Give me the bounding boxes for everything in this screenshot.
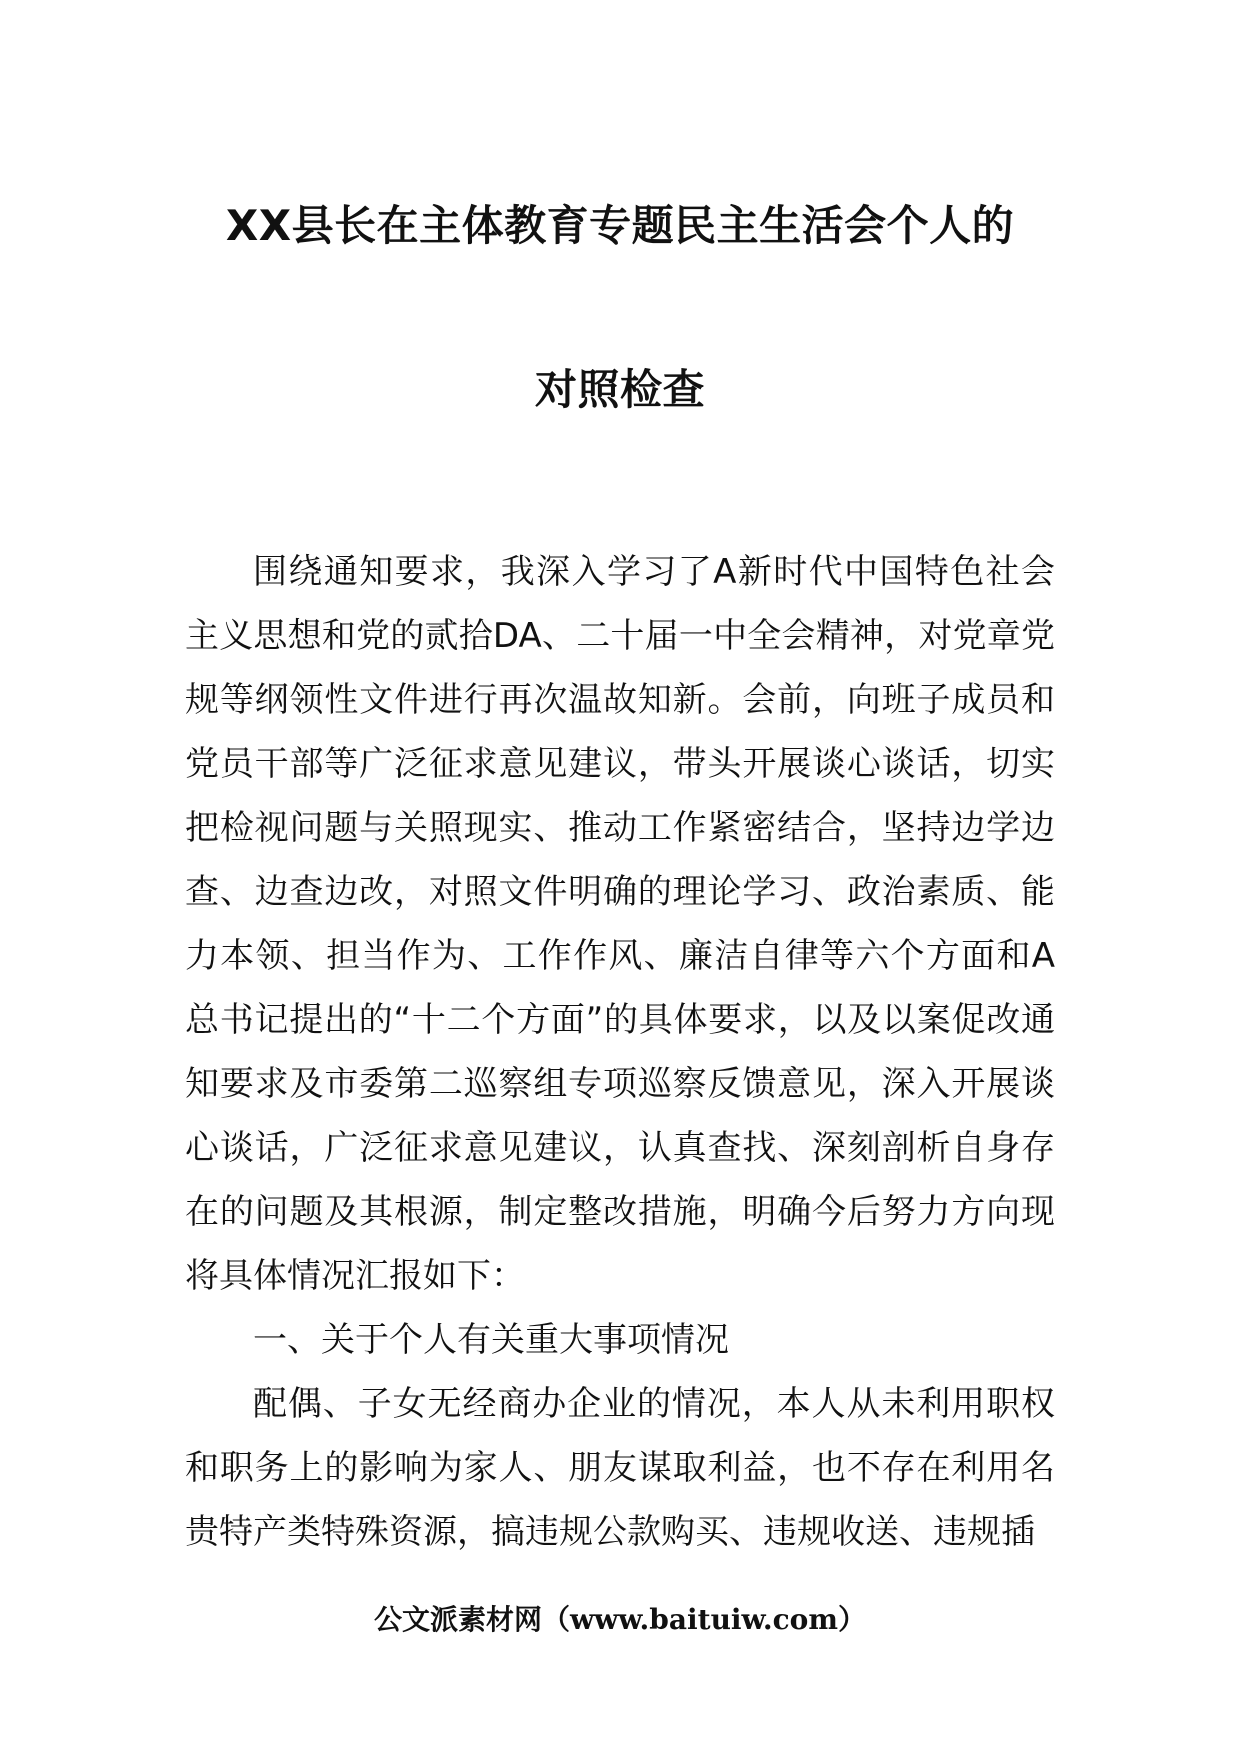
section-paragraph: 配偶、子女无经商办企业的情况，本人从未利用职权和职务上的影响为家人、朋友谋取利益，也不存在利用名贵特产类特殊资源，搞违规公款购买、违规收送、违规插 — [185, 1384, 1055, 1552]
document-title-line-2: 对照检查 — [534, 365, 705, 414]
document-title-line-1: XX县长在主体教育专题民主生活会个人的 — [225, 201, 1015, 250]
footer-source: 公文派素材网（www.baituiw.com） — [374, 1603, 866, 1636]
document-body — [185, 540, 1055, 1564]
intro-paragraph: 围绕通知要求，我深入学习了A新时代中国特色社会主义思想和党的贰拾DA、二十届一中全会精神，对党章党规等纲领性文件进行再次温故知新。会前，向班子成员和党员干部等广泛征求意见建议，带头开展谈心谈话，切实把检视问题与关照现实、推动工作紧密结合，坚持边学边查、边查边改，对照文件明确的理论学习、政治素质、能力本领、担当作为、工作作风、廉洁自律等六个方面和A总书记提出的“十二个方面”的具体要求，以及以案促改通知要求及市委第二巡察组专项巡察反馈意见，深入开展谈心谈话，广泛征求意见建议，认真查找、深刻剖析自身存在的问题及其根源，制定整改措施，明确今后努力方向现将具体情况汇报如下： — [185, 552, 1055, 1296]
section-heading: 一、关于个人有关重大事项情况 — [253, 1320, 729, 1360]
